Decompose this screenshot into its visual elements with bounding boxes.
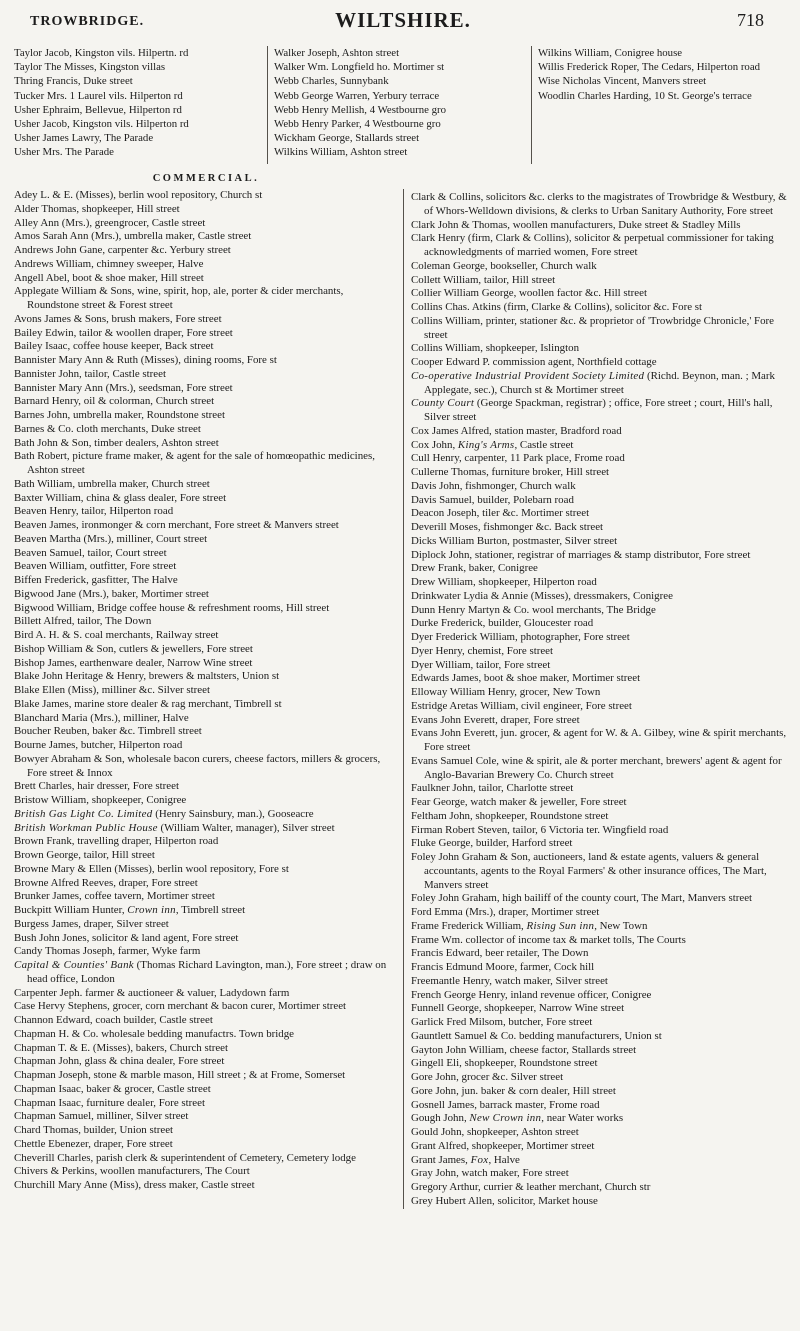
directory-entry: Deacon Joseph, tiler &c. Mortimer street xyxy=(411,507,590,520)
directory-entry: Frame Frederick William, Rising Sun inn, New Town xyxy=(411,919,648,932)
directory-entry: Buckpitt William Hunter, Crown inn, Timbrell street xyxy=(14,904,246,916)
directory-entry: British Workman Public House (William Walter, manager), Silver street xyxy=(14,821,335,834)
directory-entry: Co-operative Industrial Provident Society Limited (Richd. Beynon, man. ; Mark Applegate, sec.), Church st & Mortimer street xyxy=(411,369,775,396)
directory-entry: Edwards James, boot & shoe maker, Mortimer street xyxy=(411,672,641,685)
directory-entry: Firman Robert Steven, tailor, 6 Victoria ter. Wingfield road xyxy=(411,823,669,836)
directory-entry: Taylor Jacob, Kingston vils. Hilpertn. rd xyxy=(14,47,189,59)
directory-entry: Usher Ephraim, Bellevue, Hilperton rd xyxy=(14,103,182,116)
directory-entry: Blanchard Maria (Mrs.), milliner, Halve xyxy=(14,711,189,724)
directory-entry: Brunker James, coffee tavern, Mortimer street xyxy=(14,890,215,903)
directory-entry: Amos Sarah Ann (Mrs.), umbrella maker, Castle street xyxy=(14,230,252,243)
directory-entry: Beaven Henry, tailor, Hilperton road xyxy=(14,505,174,518)
directory-entry: Bath John & Son, timber dealers, Ashton street xyxy=(14,436,219,449)
directory-entry: Barnes John, umbrella maker, Roundstone street xyxy=(14,409,225,421)
directory-entry: Bigwood Jane (Mrs.), baker, Mortimer street xyxy=(14,587,209,600)
directory-entry: Feltham John, shopkeeper, Roundstone street xyxy=(411,809,609,822)
directory-entry: Evans John Everett, jun. grocer, & agent for W. & A. Gilbey, wine & spirit merchants, Fore street xyxy=(411,727,787,753)
directory-entry: Webb Henry Parker, 4 Westbourne gro xyxy=(274,118,441,131)
directory-entry: Fear George, watch maker & jeweller, Fore street xyxy=(411,796,627,808)
directory-entry: Wickham George, Stallards street xyxy=(274,132,420,145)
directory-entry: Drew Frank, baker, Conigree xyxy=(411,562,538,575)
directory-entry: Webb Henry Mellish, 4 Westbourne gro xyxy=(274,103,446,116)
directory-entry: Angell Abel, boot & shoe maker, Hill street xyxy=(14,271,204,284)
directory-entry: Elloway William Henry, grocer, New Town xyxy=(411,686,601,698)
directory-entry: Clark & Collins, solicitors &c. clerks to the magistrates of Trowbridge & Westbury, & of Whors-Welldown divisions, & clerks to Urban Sanitary Authority, Fore street xyxy=(411,191,787,217)
directory-entry: Walker Joseph, Ashton street xyxy=(274,47,400,59)
directory-entry: Gingell Eli, shopkeeper, Roundstone street xyxy=(411,1057,598,1070)
directory-entry: Collier William George, woollen factor &c. Hill street xyxy=(411,287,647,300)
directory-entry: Coleman George, bookseller, Church walk xyxy=(411,259,597,272)
commercial-listing-block xyxy=(14,189,792,1209)
directory-entry: Andrews John Gane, carpenter &c. Yerbury street xyxy=(14,244,231,256)
commercial-section-heading: COMMERCIAL. xyxy=(152,173,260,184)
directory-entry: Gough John, New Crown inn, near Water works xyxy=(411,1112,624,1125)
residents-column-1 xyxy=(14,46,268,164)
directory-entry: Boucher Reuben, baker &c. Timbrell street xyxy=(14,725,202,738)
directory-entry: Alley Ann (Mrs.), greengrocer, Castle street xyxy=(14,216,206,229)
directory-entry: Barnard Henry, oil & colorman, Church street xyxy=(14,395,215,408)
directory-entry: Bourne James, butcher, Hilperton road xyxy=(14,739,183,751)
directory-entry: Biffen Frederick, gasfitter, The Halve xyxy=(14,574,178,586)
directory-entry: Beaven Martha (Mrs.), milliner, Court street xyxy=(14,532,208,545)
directory-entry: Willis Frederick Roper, The Cedars, Hilperton road xyxy=(538,61,761,74)
directory-entry: Dyer Frederick William, photographer, Fore street xyxy=(411,631,630,643)
residents-column-2 xyxy=(268,46,532,164)
page-number: 718 xyxy=(737,10,764,30)
county-title: WILTSHIRE. xyxy=(335,8,471,32)
directory-entry: Usher Jacob, Kingston vils. Hilperton rd xyxy=(14,118,189,131)
directory-entry: Faulkner John, tailor, Charlotte street xyxy=(411,782,574,795)
directory-entry: Foley John Graham & Son, auctioneers, land & estate agents, valuers & general accountants, agents to the Royal Farmers' & other insurance offices, The Mart, Manvers street xyxy=(411,851,767,891)
directory-entry: Barnes & Co. cloth merchants, Duke street xyxy=(14,422,201,435)
directory-entry: Bowyer Abraham & Son, wholesale bacon curers, cheese factors, millers & grocers, Fore street & Innox xyxy=(14,752,381,779)
directory-entry: Chapman Samuel, milliner, Silver street xyxy=(14,1110,189,1123)
directory-entry: Fluke George, builder, Harford street xyxy=(411,837,573,850)
directory-entry: Collins William, shopkeeper, Islington xyxy=(411,342,580,355)
directory-entry: Capital & Counties' Bank (Thomas Richard Lavington, man.), Fore street ; draw on head office, London xyxy=(14,959,387,985)
directory-entry: Funnell George, shopkeeper, Narrow Wine street xyxy=(411,1002,625,1015)
directory-entry: Blake Ellen (Miss), milliner &c. Silver street xyxy=(14,684,210,696)
directory-entry: Bath Robert, picture frame maker, & agent for the sale of homœopathic medicines, Ashton street xyxy=(14,450,375,476)
directory-entry: Browne Mary & Ellen (Misses), berlin wool repository, Fore st xyxy=(14,862,289,875)
directory-entry: Gore John, jun. baker & corn dealer, Hill street xyxy=(411,1084,616,1097)
directory-entry: Alder Thomas, shopkeeper, Hill street xyxy=(14,202,180,215)
directory-entry: Gauntlett Samuel & Co. bedding manufacturers, Union st xyxy=(411,1029,662,1042)
directory-entry: Taylor The Misses, Kingston villas xyxy=(14,61,166,74)
directory-entry: Deverill Moses, fishmonger &c. Back street xyxy=(411,521,604,533)
directory-entry: Clark John & Thomas, woollen manufacturers, Duke street & Stadley Mills xyxy=(411,218,741,231)
directory-entry: Drew William, shopkeeper, Hilperton road xyxy=(411,576,597,588)
directory-entry: Chapman John, glass & china dealer, Fore street xyxy=(14,1055,225,1068)
directory-entry: Chapman Isaac, baker & grocer, Castle street xyxy=(14,1082,211,1095)
residents-continuation-block xyxy=(14,46,792,164)
directory-entry: Andrews William, chimney sweeper, Halve xyxy=(14,257,204,270)
directory-entry: Francis Edward, beer retailer, The Down xyxy=(411,947,589,960)
directory-entry: Cheverill Charles, parish clerk & superintendent of Cemetery, Cemetery lodge xyxy=(14,1151,356,1164)
directory-entry: Carpenter Jeph. farmer & auctioneer & valuer, Ladydown farm xyxy=(14,986,290,999)
directory-entry: Bath William, umbrella maker, Church street xyxy=(14,477,210,490)
directory-entry: Gould John, shopkeeper, Ashton street xyxy=(411,1126,579,1138)
directory-entry: Cooper Edward P. commission agent, Northfield cottage xyxy=(411,356,657,368)
directory-entry: Brown Frank, travelling draper, Hilperton road xyxy=(14,835,219,848)
place-title: TROWBRIDGE. xyxy=(30,14,145,29)
directory-entry: Churchill Mary Anne (Miss), dress maker, Castle street xyxy=(14,1179,255,1191)
directory-entry: Freemantle Henry, watch maker, Silver street xyxy=(411,974,608,987)
directory-entry: Chapman Joseph, stone & marble mason, Hill street ; & at Frome, Somerset xyxy=(14,1069,346,1081)
directory-entry: Francis Edmund Moore, farmer, Cock hill xyxy=(411,961,595,973)
directory-entry: Foley John Graham, high bailiff of the county court, The Mart, Manvers street xyxy=(411,892,753,905)
directory-entry: Wilkins William, Conigree house xyxy=(538,47,683,59)
directory-entry: Burgess James, draper, Silver street xyxy=(14,917,169,930)
directory-entry: Bigwood William, Bridge coffee house & refreshment rooms, Hill street xyxy=(14,601,330,614)
directory-entry: Ford Emma (Mrs.), draper, Mortimer street xyxy=(411,906,600,918)
directory-entry: Beaven Samuel, tailor, Court street xyxy=(14,546,167,559)
directory-entry: Brown George, tailor, Hill street xyxy=(14,849,155,861)
directory-entry: Cull Henry, carpenter, 11 Park place, Frome road xyxy=(411,452,625,465)
directory-entry: Garlick Fred Milsom, butcher, Fore street xyxy=(411,1016,593,1028)
directory-entry: Channon Edward, coach builder, Castle street xyxy=(14,1014,213,1026)
directory-entry: Chard Thomas, builder, Union street xyxy=(14,1124,174,1136)
directory-entry: Dunn Henry Martyn & Co. wool merchants, The Bridge xyxy=(411,603,656,616)
directory-entry: Dyer William, tailor, Fore street xyxy=(411,658,551,671)
directory-entry: Usher James Lawry, The Parade xyxy=(14,132,154,145)
directory-entry: Thring Francis, Duke street xyxy=(14,75,133,88)
directory-entry: Bannister Mary Ann (Mrs.), seedsman, Fore street xyxy=(14,381,233,394)
directory-entry: Evans John Everett, draper, Fore street xyxy=(411,713,580,726)
directory-entry: Collins William, printer, stationer &c. & proprietor of 'Trowbridge Chronicle,' Fore street xyxy=(411,314,774,341)
directory-entry: Webb Charles, Sunnybank xyxy=(274,75,389,88)
directory-entry: Dicks William Burton, postmaster, Silver street xyxy=(411,534,618,547)
directory-entry: Woodlin Charles Harding, 10 St. George's terrace xyxy=(538,89,752,102)
directory-entry: Gore John, grocer &c. Silver street xyxy=(411,1071,564,1083)
page-header xyxy=(14,8,792,38)
directory-entry: Estridge Aretas William, civil engineer, Fore street xyxy=(411,699,632,712)
directory-entry: Davis John, fishmonger, Church walk xyxy=(411,479,576,492)
directory-entry: Bannister John, tailor, Castle street xyxy=(14,367,167,380)
directory-entry: Candy Thomas Joseph, farmer, Wyke farm xyxy=(14,945,201,958)
directory-entry: Clark Henry (firm, Clark & Collins), solicitor & perpetual commissioner for taking acknowledgments of married women, Fore street xyxy=(411,232,774,258)
residents-column-3 xyxy=(532,46,792,164)
directory-entry: Grant Alfred, shopkeeper, Mortimer street xyxy=(411,1139,595,1152)
directory-entry: Gosnell James, barrack master, Frome road xyxy=(411,1098,600,1111)
directory-entry: Collett William, tailor, Hill street xyxy=(411,273,556,286)
directory-entry: Beaven James, ironmonger & corn merchant, Fore street & Manvers street xyxy=(14,519,339,531)
directory-entry: Chapman Isaac, furniture dealer, Fore street xyxy=(14,1096,205,1109)
directory-entry: Wilkins William, Ashton street xyxy=(274,146,408,159)
directory-entry: Diplock John, stationer, registrar of marriages & stamp distributor, Fore street xyxy=(411,548,751,561)
directory-entry: Blake John Heritage & Henry, brewers & maltsters, Union st xyxy=(14,670,280,683)
directory-entry: Gray John, watch maker, Fore street xyxy=(411,1167,569,1180)
directory-entry: Gayton John William, cheese factor, Stallards street xyxy=(411,1043,637,1056)
directory-entry: Grant James, Fox, Halve xyxy=(411,1153,520,1166)
directory-entry: Drinkwater Lydia & Annie (Misses), dressmakers, Conigree xyxy=(411,589,673,602)
directory-entry: Brett Charles, hair dresser, Fore street xyxy=(14,780,179,793)
directory-entry: Evans Samuel Cole, wine & spirit, ale & porter merchant, brewers' agent & agent for Anglo-Bavarian Brewery Co. Church street xyxy=(411,754,782,781)
directory-entry: Gregory Arthur, currier & leather merchant, Church str xyxy=(411,1181,651,1193)
directory-entry: Collins Chas. Atkins (firm, Clarke & Collins), solicitor &c. Fore st xyxy=(411,301,703,313)
directory-entry: Bailey Edwin, tailor & woollen draper, Fore street xyxy=(14,326,233,339)
directory-entry: Dyer Henry, chemist, Fore street xyxy=(411,644,554,657)
directory-entry: Bird A. H. & S. coal merchants, Railway street xyxy=(14,629,219,641)
directory-entry: Chapman T. & E. (Misses), bakers, Church street xyxy=(14,1041,229,1054)
directory-entry: Cullerne Thomas, furniture broker, Hill street xyxy=(411,466,610,478)
directory-entry: Applegate William & Sons, wine, spirit, hop, ale, porter & cider merchants, Roundstone street & Forest street xyxy=(14,285,344,311)
directory-entry: County Court (George Spackman, registrar) ; office, Fore street ; court, Hill's hall, Silver street xyxy=(411,397,773,423)
directory-entry: Bishop William & Son, cutlers & jewellers, Fore street xyxy=(14,642,253,655)
directory-entry: Bush John Jones, solicitor & land agent, Fore street xyxy=(14,931,239,944)
directory-entry: Adey L. & E. (Misses), berlin wool repository, Church st xyxy=(14,189,263,201)
directory-entry: Bailey Isaac, coffee house keeper, Back street xyxy=(14,340,214,353)
directory-entry: Durke Frederick, builder, Gloucester road xyxy=(411,617,594,630)
directory-entry: Chapman H. & Co. wholesale bedding manufactrs. Town bridge xyxy=(14,1027,295,1040)
commercial-column-right xyxy=(404,189,792,1209)
directory-entry: Bannister Mary Ann & Ruth (Misses), dining rooms, Fore st xyxy=(14,354,277,366)
commercial-column-left xyxy=(14,189,404,1209)
directory-entry: Tucker Mrs. 1 Laurel vils. Hilperton rd xyxy=(14,89,183,102)
directory-entry: Frame Wm. collector of income tax & market tolls, The Courts xyxy=(411,933,686,946)
directory-entry: Davis Samuel, builder, Polebarn road xyxy=(411,493,574,506)
directory-entry: Beaven William, outfitter, Fore street xyxy=(14,560,177,573)
directory-entry: Cox James Alfred, station master, Bradford road xyxy=(411,424,622,437)
directory-entry: Baxter William, china & glass dealer, Fore street xyxy=(14,491,227,504)
directory-entry: Billett Alfred, tailor, The Down xyxy=(14,615,152,628)
directory-entry: Wise Nicholas Vincent, Manvers street xyxy=(538,75,707,88)
directory-entry: Usher Mrs. The Parade xyxy=(14,146,114,159)
directory-entry: Cox John, King's Arms, Castle street xyxy=(411,438,574,451)
directory-entry: Avons James & Sons, brush makers, Fore street xyxy=(14,312,222,325)
directory-entry: British Gas Light Co. Limited (Henry Sainsbury, man.), Gooseacre xyxy=(14,807,314,820)
directory-entry: Chivers & Perkins, woollen manufacturers, The Court xyxy=(14,1165,250,1178)
directory-entry: Bristow William, shopkeeper, Conigree xyxy=(14,794,187,806)
directory-entry: Bishop James, earthenware dealer, Narrow Wine street xyxy=(14,656,253,669)
directory-entry: Webb George Warren, Yerbury terrace xyxy=(274,89,440,102)
directory-entry: Walker Wm. Longfield ho. Mortimer st xyxy=(274,61,445,74)
directory-entry: French George Henry, inland revenue officer, Conigree xyxy=(411,988,652,1001)
directory-entry: Grey Hubert Allen, solicitor, Market house xyxy=(411,1194,598,1207)
directory-entry: Case Hervy Stephens, grocer, corn merchant & bacon curer, Mortimer street xyxy=(14,1000,347,1013)
directory-entry: Blake James, marine store dealer & rag merchant, Timbrell st xyxy=(14,697,282,710)
directory-entry: Browne Alfred Reeves, draper, Fore street xyxy=(14,876,198,889)
directory-entry: Chettle Ebenezer, draper, Fore street xyxy=(14,1137,173,1150)
